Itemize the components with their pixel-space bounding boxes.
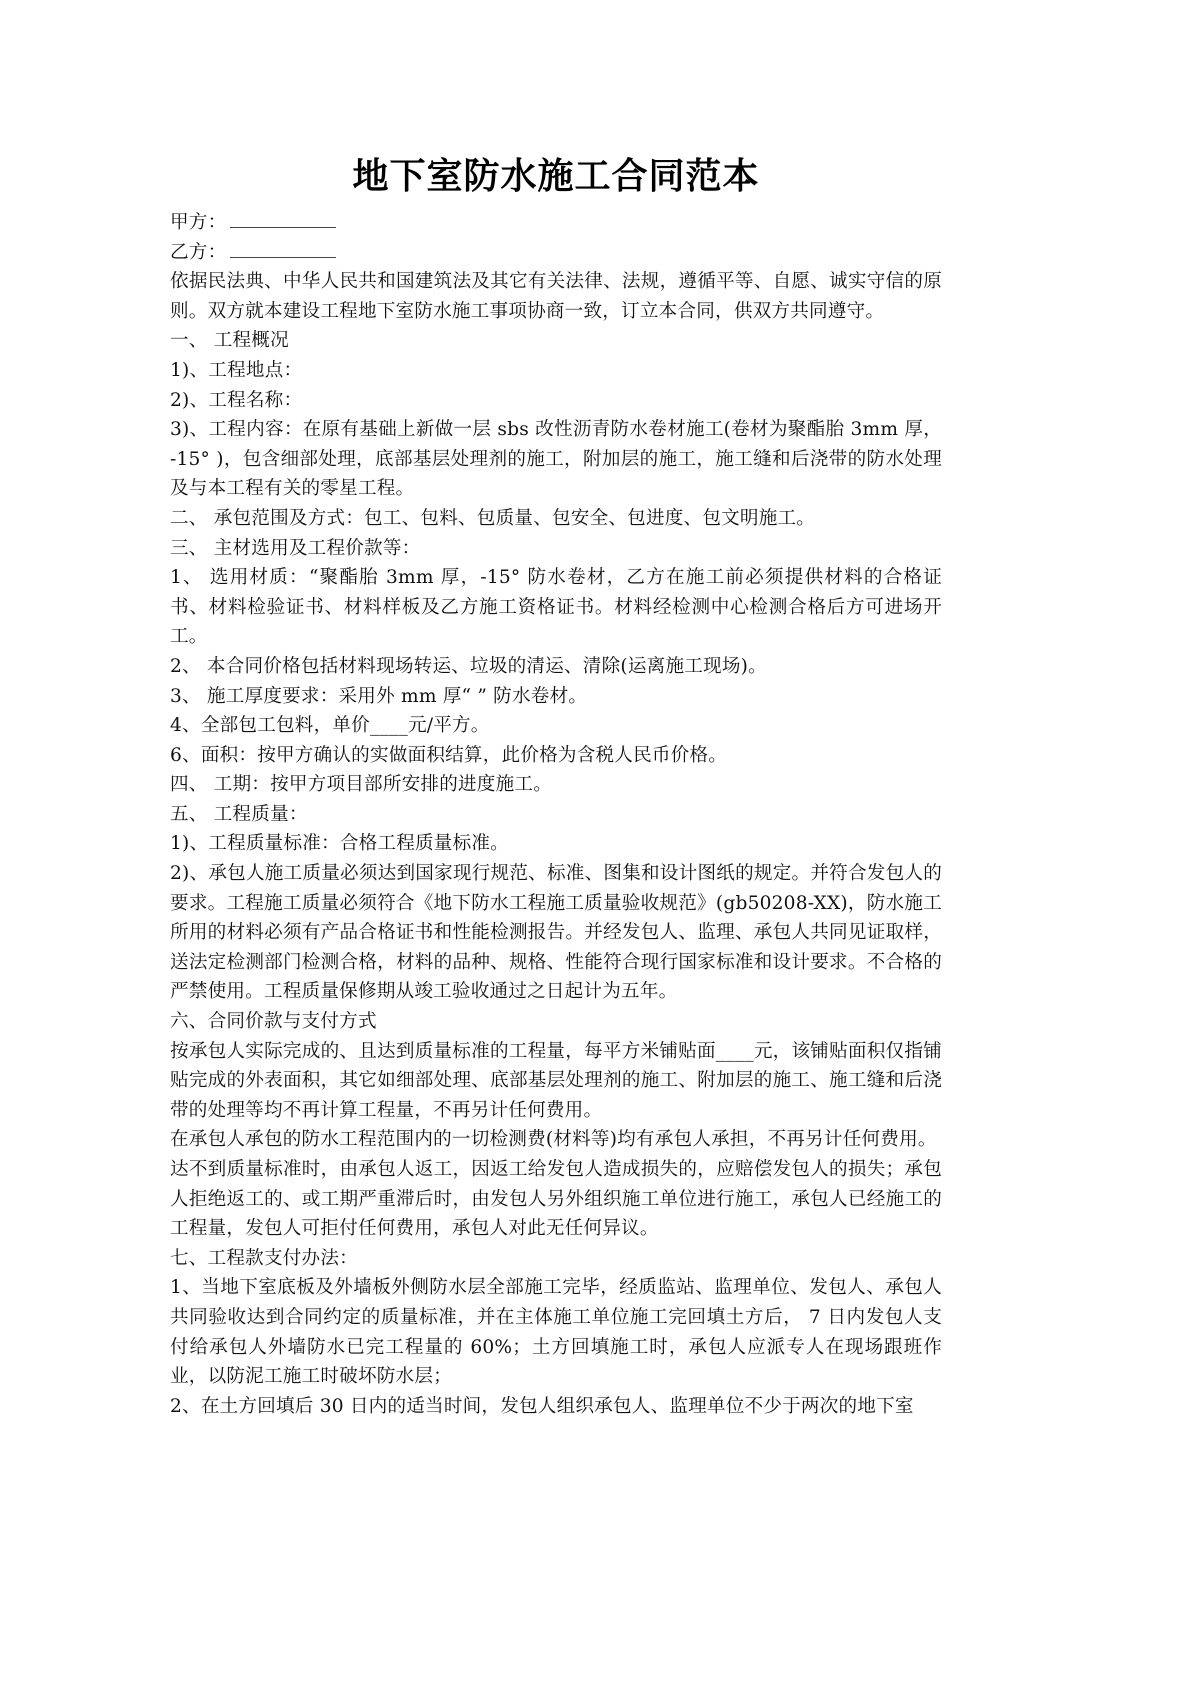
party-a-line — [170, 208, 942, 238]
paragraph-quality-standard: 1)、工程质量标准：合格工程质量标准。 — [170, 833, 509, 855]
document-page — [170, 152, 942, 1421]
paragraph-payment-2: 2、在土方回填后 30 日内的适当时间，发包人组织承包人、监理单位不少于两次的地下室 — [170, 1395, 914, 1417]
paragraph-thickness: 3、 施工厚度要求：采用外 mm 厚“ ” 防水卷材。 — [170, 685, 588, 707]
paragraph-project-name: 2)、工程名称： — [170, 389, 303, 411]
paragraph-area: 6、面积：按甲方确认的实做面积结算，此价格为含税人民币价格。 — [170, 744, 728, 766]
paragraph-price-basis: 按承包人实际完成的、且达到质量标准的工程量，每平方米铺贴面____元，该铺贴面积仅指铺贴完成的外表面积，其它如细部处理、底部基层处理剂的施工、附加层的施工、施工缝和后浇带的处理等均不再计算工程量，不再另计任何费用。 — [170, 1040, 942, 1121]
document-title: 地下室防水施工合同范本 — [352, 156, 760, 197]
heading-quality: 五、 工程质量： — [170, 803, 308, 825]
heading-materials-price: 三、 主材选用及工程价款等： — [170, 537, 421, 559]
paragraph-testing-fees: 在承包人承包的防水工程范围内的一切检测费(材料等)均有承包人承担，不再另计任何费用。 — [170, 1129, 937, 1151]
paragraph-unit-price: 4、全部包工包料，单价____元/平方。 — [170, 715, 490, 737]
heading-price-payment: 六、合同价款与支付方式 — [170, 1011, 377, 1033]
paragraph-quality-requirements: 2)、承包人施工质量必须达到国家现行规范、标准、图集和设计图纸的规定。并符合发包人的要求。工程施工质量必须符合《地下防水工程施工质量验收规范》(gb50208-XX)，防水施工所用的材料必须有产品合格证书和性能检测报告。并经发包人、监理、承包人共同见证取样，送法定检测部门检测合格，材料的品种、规格、性能符合现行国家标准和设计要求。不合格的严禁使用。工程质量保修期从竣工验收通过之日起计为五年。 — [170, 863, 942, 1003]
paragraph-project-content: 3)、工程内容：在原有基础上新做一层 sbs 改性沥青防水卷材施工(卷材为聚酯胎 3mm 厚，-15° )，包含细部处理，底部基层处理剂的施工，附加层的施工，施工缝和后浇带的防水处理及与本工程有关的零星工程。 — [170, 419, 942, 500]
party-b-label: 乙方： — [170, 241, 227, 263]
party-a-blank — [230, 209, 336, 228]
heading-payment-method: 七、工程款支付办法： — [170, 1247, 358, 1269]
party-b-line — [170, 238, 942, 268]
heading-project-overview: 一、 工程概况 — [170, 330, 289, 352]
paragraph-project-location: 1)、工程地点： — [170, 359, 303, 381]
paragraph-material-selection: 1、 选用材质：“聚酯胎 3mm 厚，-15° 防水卷材，乙方在施工前必须提供材料的合格证书、材料检验证书、材料样板及乙方施工资格证书。材料经检测中心检测合格后方可进场开工。 — [170, 567, 942, 648]
heading-schedule: 四、 工期：按甲方项目部所安排的进度施工。 — [170, 774, 552, 796]
party-b-blank — [230, 239, 336, 258]
paragraph-rework: 达不到质量标准时，由承包人返工，因返工给发包人造成损失的，应赔偿发包人的损失；承包人拒绝返工的、或工期严重滞后时，由发包人另外组织施工单位进行施工，承包人已经施工的工程量，发包人可拒付任何费用，承包人对此无任何异议。 — [170, 1159, 942, 1240]
paragraph-price-includes: 2、 本合同价格包括材料现场转运、垃圾的清运、清除(运离施工现场)。 — [170, 655, 767, 677]
party-a-label: 甲方： — [170, 212, 227, 233]
paragraph-preamble: 依据民法典、中华人民共和国建筑法及其它有关法律、法规，遵循平等、自愿、诚实守信的原则。双方就本建设工程地下室防水施工事项协商一致，订立本合同，供双方共同遵守。 — [170, 271, 942, 322]
paragraph-payment-1: 1、当地下室底板及外墙板外侧防水层全部施工完毕，经质监站、监理单位、发包人、承包人共同验收达到合同约定的质量标准，并在主体施工单位施工完回填土方后， 7 日内发包人支付给承包人外墙防水已完工程量的 60%；土方回填施工时，承包人应派专人在现场跟班作业，以防泥工施工时破坏防水层； — [170, 1277, 942, 1388]
heading-contract-scope: 二、 承包范围及方式：包工、包料、包质量、包安全、包进度、包文明施工。 — [170, 507, 816, 529]
